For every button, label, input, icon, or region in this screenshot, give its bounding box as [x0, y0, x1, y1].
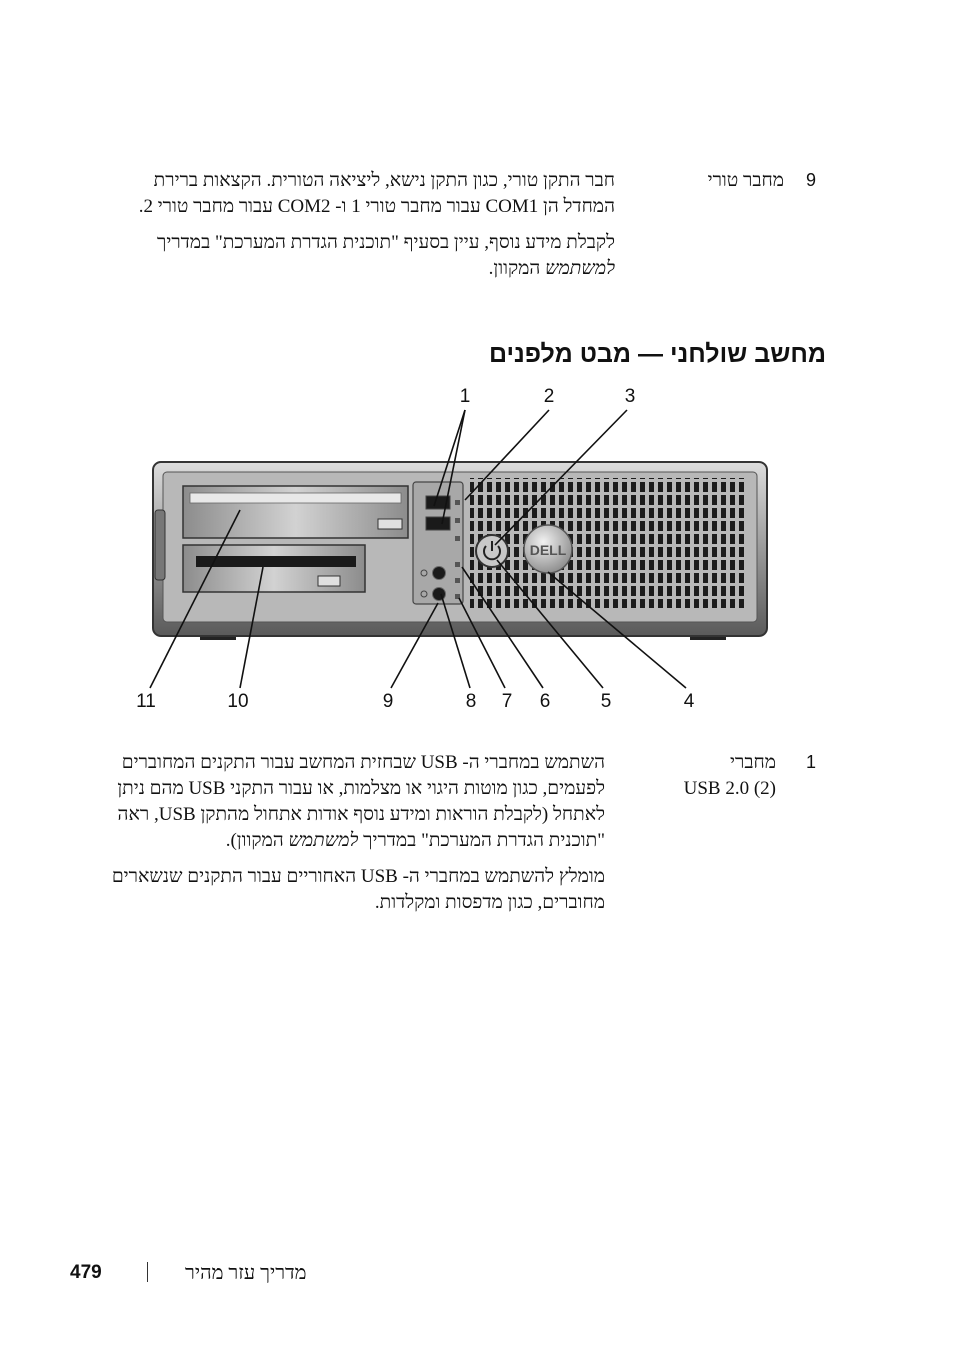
- row9-label: מחבר טורי: [707, 170, 784, 191]
- optical-drive-eject-button[interactable]: [378, 519, 402, 529]
- callout-3: 3: [624, 386, 636, 407]
- row9-paragraph-1: חבר התקן טורי, כגון התקן נישא, ליציאה הטורית. הקצאות ברירת המחדל הן COM1 עבור מחבר טורי 1 ו- COM2 עבור מחבר טורי 2.: [138, 170, 615, 217]
- callout-10: 10: [227, 691, 249, 712]
- side-handle: [155, 510, 165, 580]
- footer-separator: [147, 1262, 148, 1282]
- callout-1: 1: [459, 386, 471, 407]
- floppy-slot: [196, 556, 356, 567]
- row9-para2-text-b: המקוון.: [488, 258, 546, 279]
- row9-number: 9: [806, 170, 817, 190]
- usb-port-2[interactable]: [426, 517, 450, 530]
- dell-logo-text: DELL: [529, 542, 567, 558]
- callout-7: 7: [501, 691, 513, 712]
- row1-para1-text-b: המקוון).: [225, 830, 289, 851]
- callout-8: 8: [465, 691, 477, 712]
- row1-number: 1: [806, 752, 817, 772]
- row1-label: [636, 750, 776, 802]
- row1-para1-emphasis: למשתמש: [288, 830, 359, 851]
- headphone-connector[interactable]: [433, 567, 446, 580]
- callout-9: 9: [382, 691, 394, 712]
- row9-para2-emphasis: למשתמש: [545, 258, 615, 279]
- row1-paragraph-2: מומלץ להשתמש במחברי ה- USB האחוריים עבור התקנים שנשארים מחוברים, כגון מדפסות ומקלדות.: [111, 866, 605, 913]
- callout-5: 5: [600, 691, 612, 712]
- row9-para2-text-a: לקבלת מידע נוסף, עיין בסעיף "תוכנית הגדרת המערכת" במדריך: [157, 232, 615, 253]
- section-title: מחשב שולחני — מבט מלפנים: [488, 340, 826, 368]
- row1-para1-text-a: השתמש במחברי ה- USB שבחזית המחשב עבור התקנים המחוברים לפעמים, כגון מוטות היגוי או מצלמות, או עבור התקני USB מהם ניתן לאתחל (לקבלת הוראות ומידע נוסף אודות אתחול מהתקן USB, ראה "תוכנית הגדרת המערכת" במדריך: [117, 752, 605, 851]
- microphone-connector[interactable]: [433, 588, 446, 601]
- row1-label-line2: USB 2.0 (2): [683, 778, 776, 799]
- callout-2: 2: [543, 386, 555, 407]
- row1-label-line1: מחברי: [730, 752, 776, 773]
- floppy-eject-button[interactable]: [318, 576, 340, 586]
- row1-paragraph-1: [100, 750, 605, 854]
- callout-4: 4: [683, 691, 695, 712]
- callout-11: 11: [136, 691, 156, 712]
- footer-title: מדריך עזר מהיר: [185, 1262, 307, 1284]
- vent-grille: [470, 478, 748, 608]
- callout-6: 6: [539, 691, 551, 712]
- row1-description: [100, 750, 605, 926]
- page-number: 479: [70, 1262, 102, 1283]
